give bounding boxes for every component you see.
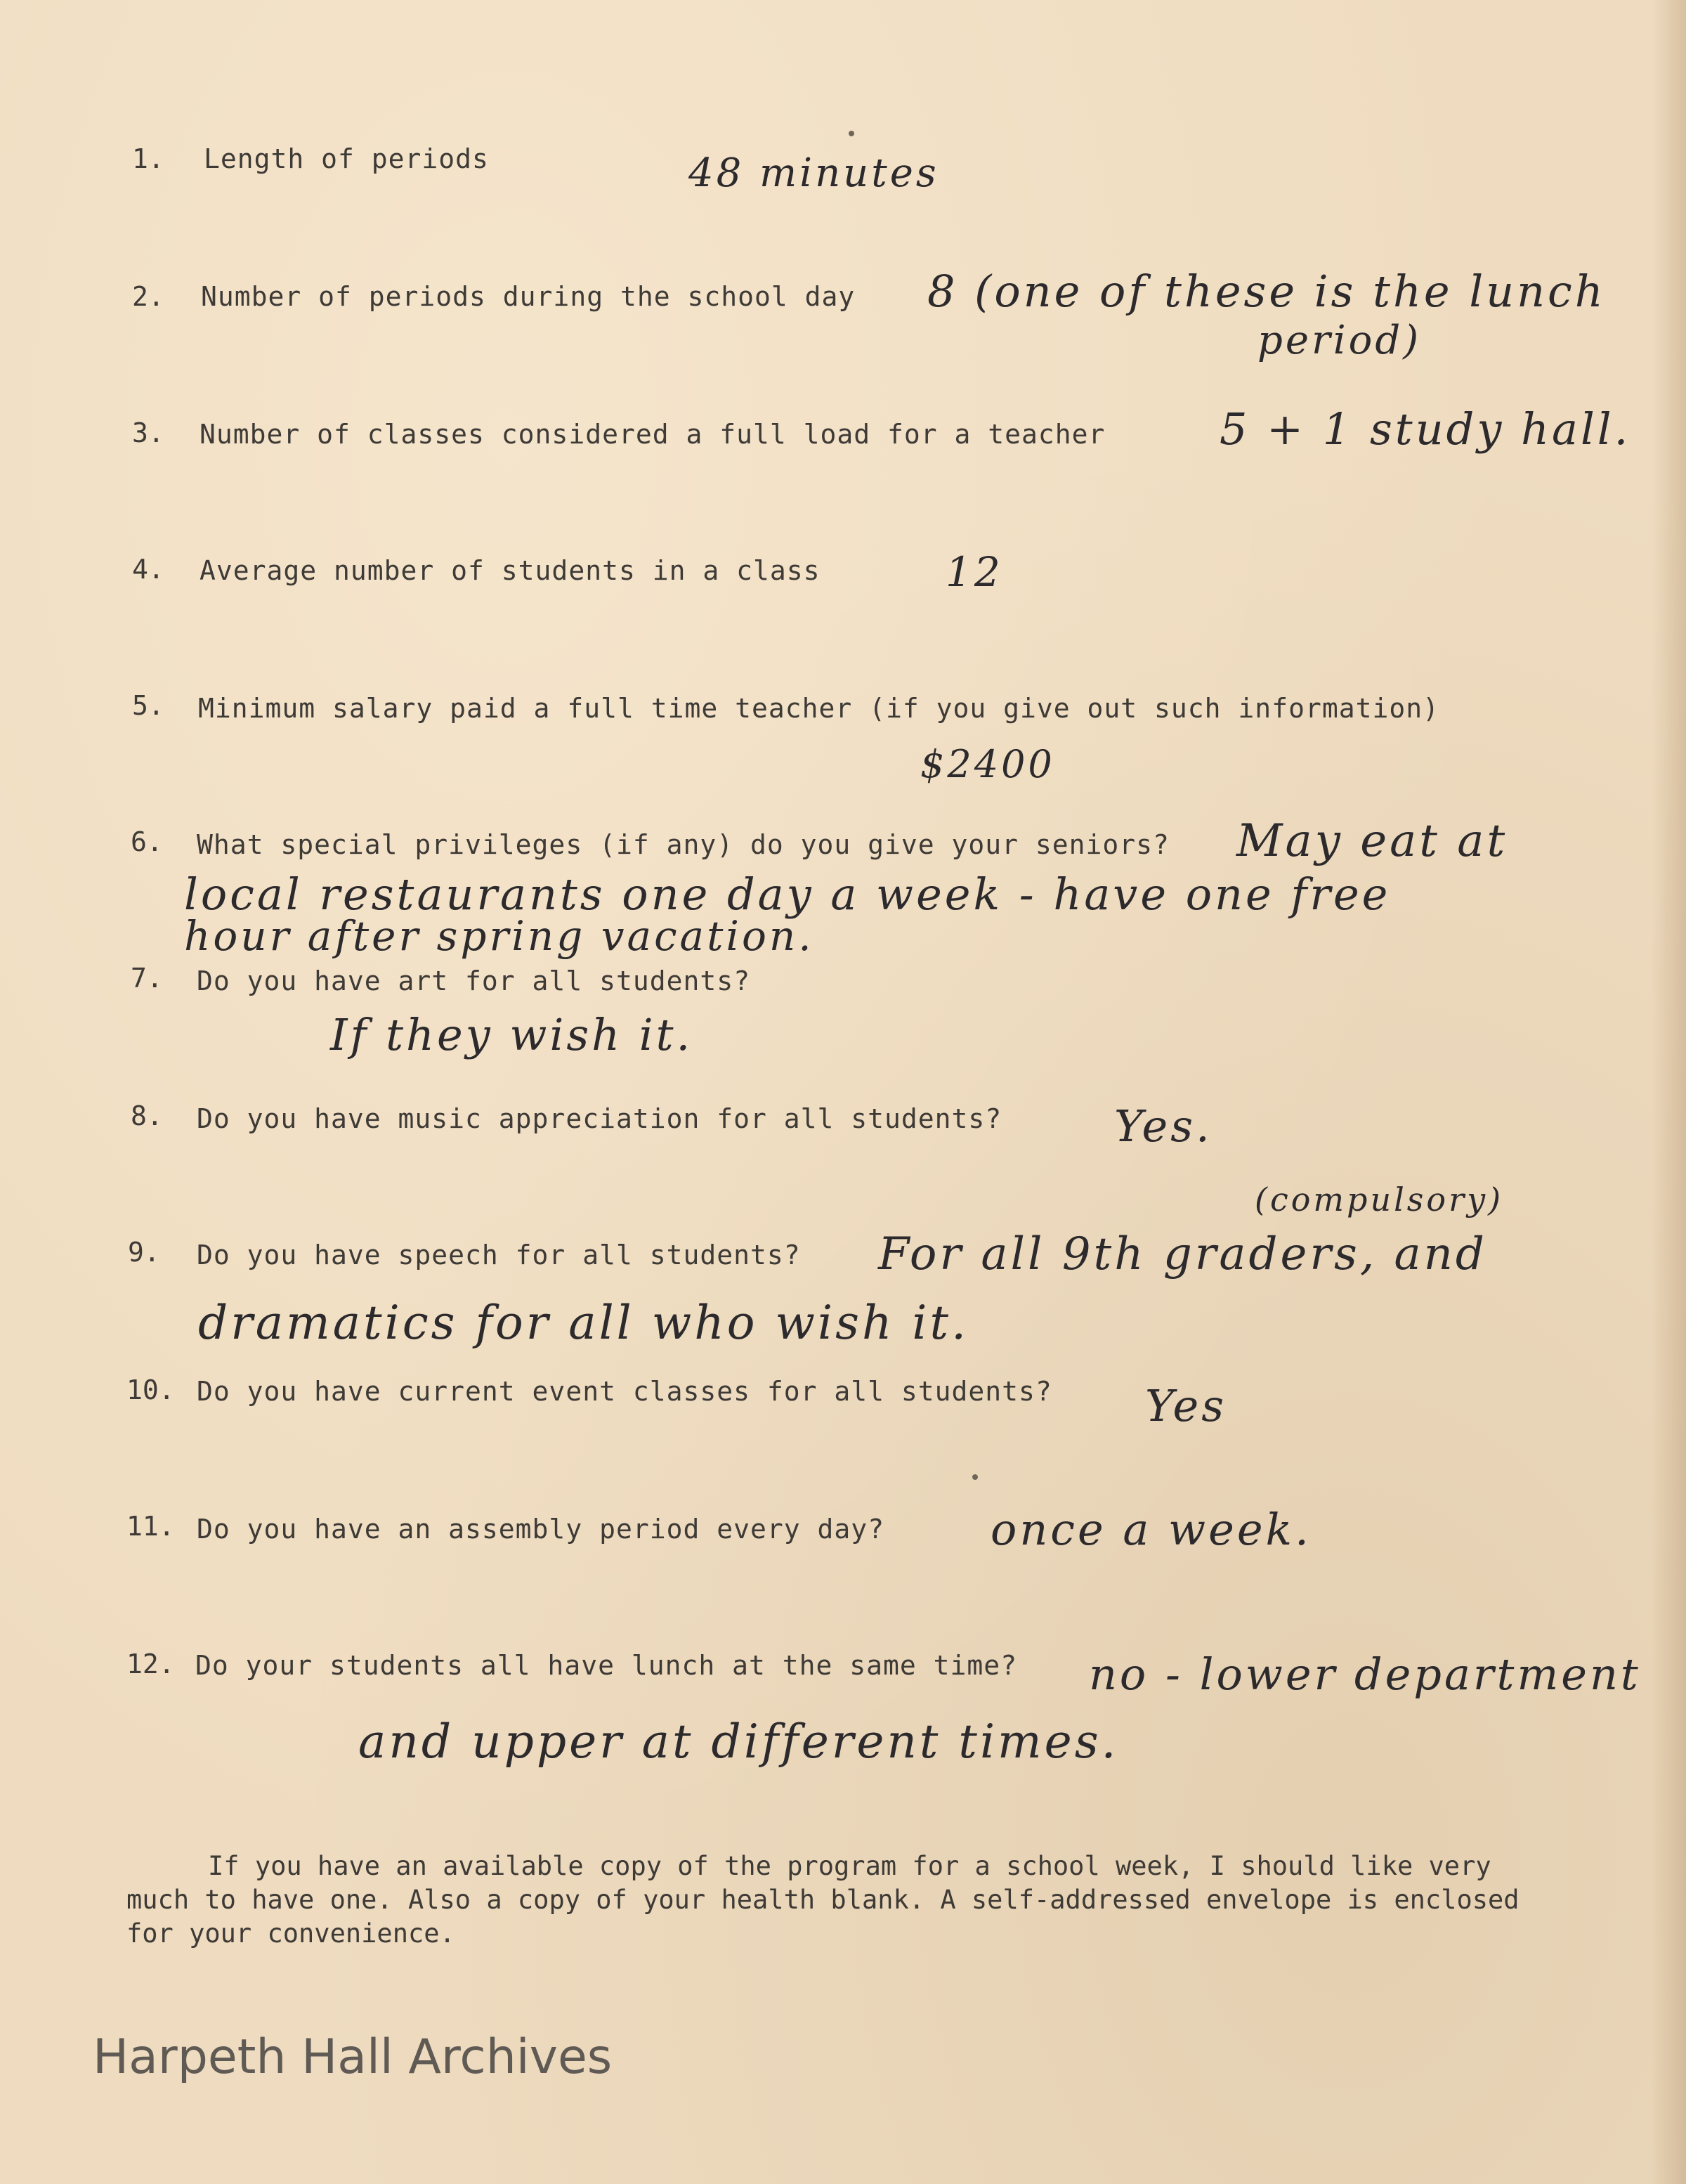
- question-number: 4.: [132, 554, 164, 585]
- question-text: Length of periods: [204, 143, 489, 174]
- handwritten-answer: Yes: [1145, 1380, 1227, 1431]
- handwritten-answer: Yes.: [1114, 1100, 1213, 1152]
- handwritten-answer: 5 + 1 study hall.: [1220, 403, 1631, 455]
- question-number: 10.: [126, 1374, 175, 1405]
- question-number: 3.: [132, 417, 164, 448]
- question-text: What special privileges (if any) do you give your seniors?: [197, 829, 1170, 860]
- question-number: 7.: [131, 963, 163, 994]
- handwritten-note: (compulsory): [1255, 1181, 1504, 1218]
- question-text: Do you have an assembly period every day?: [197, 1514, 884, 1545]
- handwritten-answer: $2400: [920, 742, 1055, 786]
- handwritten-answer: If they wish it.: [330, 1009, 693, 1060]
- question-number: 1.: [132, 143, 164, 174]
- question-text: Do you have music appreciation for all students?: [197, 1103, 1002, 1134]
- question-text: Do your students all have lunch at the same time?: [195, 1650, 1018, 1681]
- handwritten-answer: hour after spring vacation.: [184, 912, 814, 960]
- archive-watermark: Harpeth Hall Archives: [93, 2029, 613, 2085]
- ink-speck: [972, 1474, 978, 1480]
- question-text: Minimum salary paid a full time teacher (if you give out such information): [198, 693, 1439, 724]
- question-number: 8.: [131, 1100, 163, 1131]
- question-text: Do you have speech for all students?: [197, 1240, 801, 1270]
- question-number: 9.: [128, 1237, 160, 1268]
- handwritten-answer: local restaurants one day a week - have one free: [184, 869, 1391, 920]
- question-number: 6.: [131, 826, 163, 857]
- handwritten-answer: and upper at different times.: [358, 1715, 1119, 1769]
- handwritten-answer: period): [1257, 318, 1422, 363]
- question-number: 2.: [132, 281, 164, 312]
- handwritten-answer: 8 (one of these is the lunch: [927, 266, 1606, 317]
- paper-edge-shadow: [1651, 0, 1686, 2184]
- handwritten-answer: no - lower department: [1089, 1649, 1641, 1700]
- handwritten-answer: 12: [946, 548, 1003, 596]
- closing-paragraph: If you have an available copy of the program for a school week, I should like very much to have one. Also a copy of your health blank. A self-addressed envelope is enclosed for your convenience.: [126, 1851, 1520, 1949]
- question-number: 5.: [132, 690, 164, 721]
- handwritten-answer: dramatics for all who wish it.: [198, 1296, 969, 1350]
- question-number: 11.: [126, 1511, 175, 1542]
- question-text: Do you have current event classes for all students?: [197, 1376, 1052, 1407]
- question-text: Number of classes considered a full load for a teacher: [200, 419, 1106, 450]
- handwritten-answer: 48 minutes: [688, 150, 939, 196]
- question-text: Do you have art for all students?: [197, 966, 750, 996]
- question-text: Average number of students in a class: [200, 555, 821, 586]
- question-text: Number of periods during the school day: [201, 281, 856, 312]
- handwritten-answer: May eat at: [1236, 815, 1508, 867]
- ink-speck: [849, 131, 854, 136]
- handwritten-answer: For all 9th graders, and: [878, 1228, 1487, 1280]
- question-number: 12.: [126, 1649, 175, 1679]
- handwritten-answer: once a week.: [991, 1504, 1312, 1555]
